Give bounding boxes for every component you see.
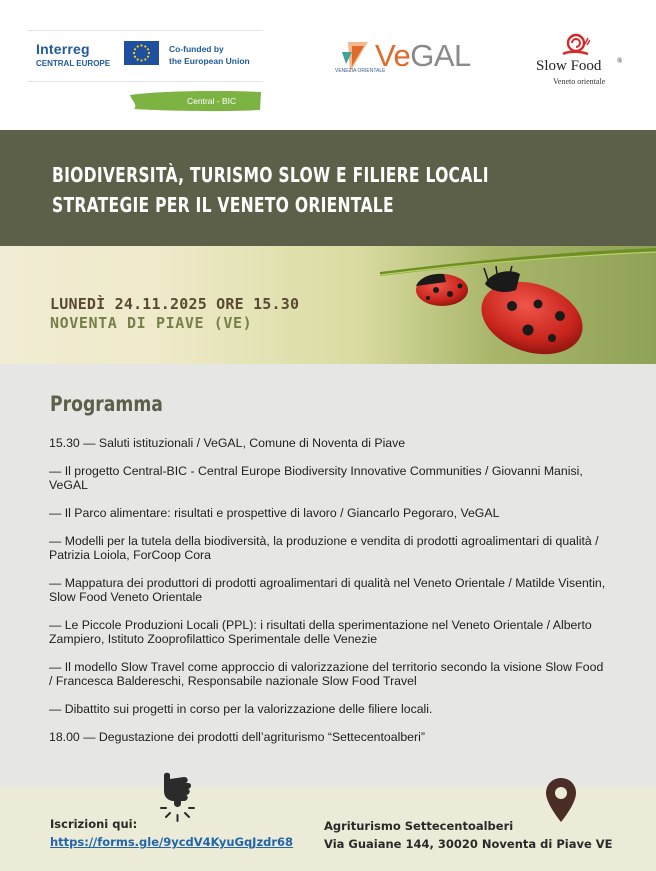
slowfood-reg-mark: ® [617, 57, 623, 65]
programme-section [0, 364, 656, 786]
pointing-hand-icon [158, 771, 200, 823]
vegal-ve: Ve [375, 38, 411, 73]
interreg-name: Interreg [36, 41, 90, 57]
snail-icon [560, 32, 590, 58]
eu-flag-icon [124, 41, 159, 65]
interreg-region: CENTRAL EUROPE [36, 59, 111, 68]
list-item: 18.00 — Degustazione dei prodotti dell’agriturismo “Settecentoalberi” [49, 730, 425, 744]
vegal-gal: GAL [410, 38, 471, 73]
programme-title: Programma [50, 392, 163, 416]
map-pin-icon [544, 776, 578, 826]
event-title-line-2: STRATEGIE PER IL VENETO ORIENTALE [52, 193, 394, 217]
list-item: 15.30 — Saluti istituzionali / VeGAL, Comune di Noventa di Piave [49, 436, 406, 450]
ladybug-photo [0, 246, 656, 364]
list-item: — Dibattito sui progetti in corso per la valorizzazione delle filiere locali. [49, 702, 433, 716]
slowfood-subtitle: Veneto orientale [553, 77, 606, 86]
event-place: NOVENTA DI PIAVE (VE) [50, 314, 253, 332]
event-date: LUNEDÌ 24.11.2025 ORE 15.30 [50, 295, 300, 313]
logo-bar [0, 0, 656, 130]
list-item: — Il Parco alimentare: risultati e prospettive di lavoro / Giancarlo Pegoraro, VeGAL [49, 506, 500, 520]
central-bic-label: Central - BIC [187, 96, 237, 106]
registration-link[interactable]: https://forms.gle/9ycdV4KyuGqJzdr68 [50, 835, 294, 849]
venue-name: Agriturismo Settecentoalberi [324, 819, 514, 833]
title-band [0, 130, 656, 246]
vegal-subtitle: VENEZIA ORIENTALE [335, 68, 386, 74]
cofunded-text [169, 43, 263, 67]
list-item: — Il modello Slow Travel come approccio di valorizzazione del territorio secondo la visione Slow Food / Francesca Baldereschi, Responsabile nazionale Slow Food Travel [49, 660, 604, 688]
list-item: — Il progetto Central-BIC - Central Europe Biodiversity Innovative Communities / Giovanni Manisi, VeGAL [49, 464, 583, 492]
event-title-line-1: BIODIVERSITÀ, TURISMO SLOW E FILIERE LOCALI [52, 163, 489, 187]
venue-address: Via Guaiane 144, 30020 Noventa di Piave VE [324, 837, 613, 851]
cofunded-line-1: Co-funded by [169, 44, 224, 54]
list-item: — Modelli per la tutela della biodiversità, la produzione e vendita di prodotti agroalimentari di qualità / Patrizia Loiola, ForCoop Cora [49, 534, 599, 562]
footer [0, 786, 656, 871]
cofunded-line-2: the European Union [169, 56, 250, 66]
slowfood-brand: Slow Food [536, 58, 602, 74]
registration-label: Iscrizioni qui: [50, 817, 138, 831]
vegal-logo [375, 38, 471, 74]
list-item: — Le Piccole Produzioni Locali (PPL): i risultati della sperimentazione nel Veneto Orientale / Alberto Zampiero, Istituto Zooprofilattico Sperimentale delle Venezie [49, 618, 592, 646]
list-item: — Mappatura dei produttori di prodotti agroalimentari di qualità nel Veneto Orientale / Matilde Visentin, Slow Food Veneto Orientale [49, 576, 606, 604]
interreg-logo [27, 30, 263, 82]
programme-list [49, 436, 609, 758]
